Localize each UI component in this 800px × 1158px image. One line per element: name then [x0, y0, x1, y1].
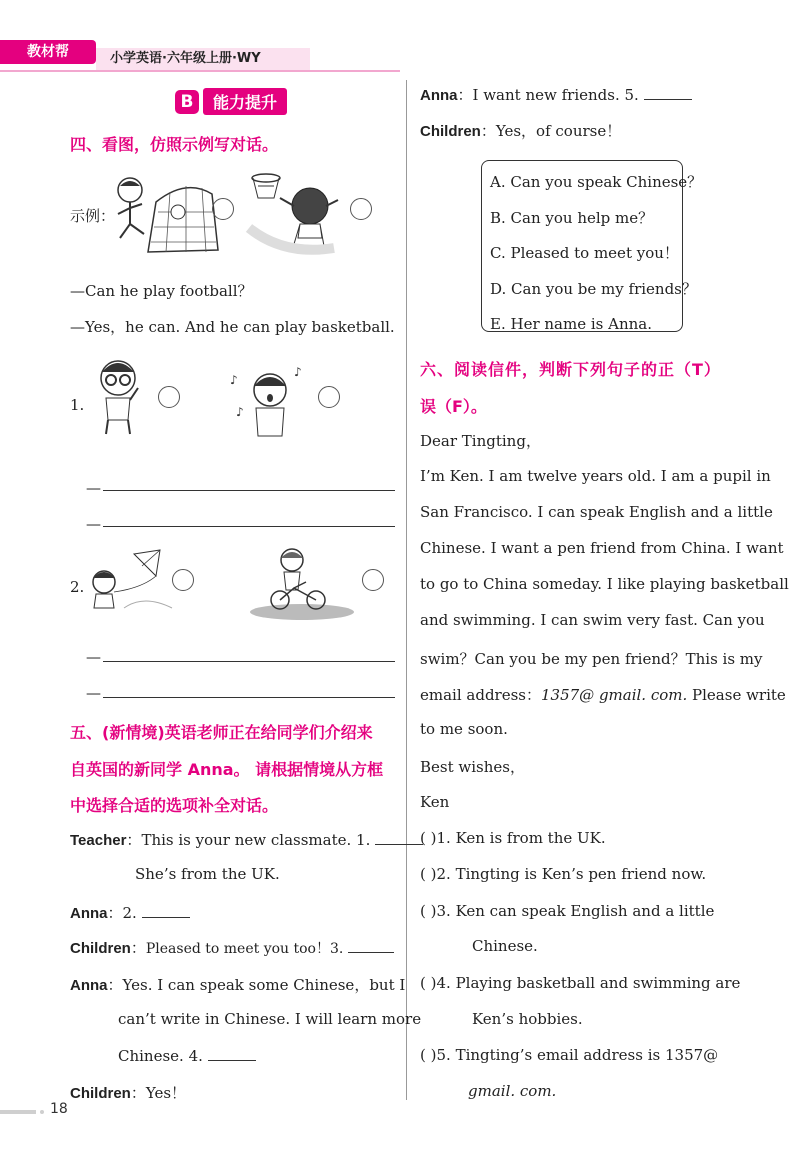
letter-line: I’m Ken. I am twelve years old. I am a pupil in [420, 467, 771, 485]
section-title: 能力提升 [203, 88, 287, 115]
section-b-banner [175, 88, 287, 115]
blank-5[interactable] [644, 85, 692, 100]
judgement-3 [420, 902, 714, 920]
q6-heading-line-2: 误（F）。 [420, 397, 487, 416]
judgement-text: 5. Tingting’s email address is 1357@ [436, 1046, 719, 1064]
letter-line: to me soon. [420, 720, 508, 738]
answer-dash: — [86, 515, 101, 533]
letter-email-line [420, 684, 786, 705]
judgement-5 [420, 1046, 718, 1064]
book-title: 小学英语·六年级上册·WY [96, 48, 310, 70]
answer-line[interactable] [103, 697, 395, 698]
answer-line[interactable] [103, 490, 395, 491]
dialogue-text: I want new friends. 5. [472, 86, 639, 104]
blank-1[interactable] [375, 830, 423, 845]
brand-tag: 教材帮 [0, 40, 96, 64]
q5-heading-line-2: 自英国的新同学 Anna。 请根据情境从方框 [70, 760, 384, 779]
answer-dash: — [86, 684, 101, 702]
email-suffix: Please write [687, 686, 786, 704]
smiley-icon [318, 386, 340, 408]
email-prefix: email address： [420, 686, 541, 704]
dialogue-text: can’t write in Chinese. I will learn more [118, 1010, 422, 1028]
blank-3[interactable] [348, 938, 394, 953]
judgement-2 [420, 865, 706, 883]
q4-heading: 四、看图，仿照示例写对话。 [70, 135, 279, 154]
options-box [481, 160, 703, 333]
letter-line: Chinese. I want a pen friend from China. I want [420, 539, 784, 557]
email-address: 1357@ gmail. com. [541, 686, 688, 704]
blank-2[interactable] [142, 903, 190, 918]
boy-cycling-illustration [244, 546, 356, 624]
footer-bar [0, 1110, 36, 1114]
example-line-2: —Yes，he can. And he can play basketball. [70, 318, 395, 336]
letter-signature: Ken [420, 793, 450, 811]
q6-heading-line-1: 六、阅读信件，判断下列句子的正（T） [420, 360, 721, 379]
dialogue-line: Anna：Yes. I can speak some Chinese，but I [70, 976, 406, 994]
judgement-text: Chinese. [472, 937, 538, 955]
example-line-1: —Can he play football？ [70, 282, 253, 300]
speaker-name: Teacher [70, 832, 127, 849]
answer-paren[interactable]: ( ) [420, 829, 437, 847]
judgement-4 [420, 974, 740, 992]
answer-paren[interactable]: ( ) [420, 902, 437, 920]
dialogue-text: 2. [122, 904, 137, 922]
judgement-text: 1. Ken is from the UK. [436, 829, 606, 847]
section-badge: B [175, 90, 199, 114]
dialogue-line: Anna：I want new friends. 5. [420, 84, 692, 105]
item-2-label: 2. [70, 578, 85, 596]
letter-line: San Francisco. I can speak English and a little [420, 503, 773, 521]
answer-line[interactable] [103, 661, 395, 662]
dialogue-text: Pleased to meet you too！3. [145, 941, 344, 957]
option-d: D. Can you be my friends？ [490, 279, 697, 298]
speaker-name: Anna [70, 905, 108, 922]
footer-dot [40, 1110, 44, 1114]
page-number: 18 [50, 1101, 68, 1117]
judgement-text: 2. Tingting is Ken’s pen friend now. [436, 865, 707, 883]
judgement-text: Ken’s hobbies. [472, 1010, 583, 1028]
option-e: E. Her name is Anna. [490, 315, 652, 333]
letter-line: to go to China someday. I like playing basketball [420, 575, 789, 593]
letter-line: and swimming. I can swim very fast. Can you [420, 611, 765, 629]
dialogue-line: Children：Yes！ [70, 1084, 187, 1102]
letter-line: Best wishes， [420, 758, 525, 776]
dialogue-line [118, 1046, 256, 1065]
svg-text:♪: ♪ [230, 373, 238, 387]
answer-dash: — [86, 648, 101, 666]
judgement-text: gmail. com. [468, 1082, 557, 1100]
speaker-name: Anna [420, 87, 458, 104]
dialogue-line: Children：Yes，of course！ [420, 122, 622, 140]
boy-singing-illustration [228, 362, 312, 442]
smiley-icon [172, 569, 194, 591]
svg-text:♪: ♪ [294, 365, 302, 379]
letter-line: Dear Tingting， [420, 432, 541, 450]
option-a: A. Can you speak Chinese？ [490, 173, 703, 191]
svg-text:♪: ♪ [236, 405, 244, 419]
item-1-label: 1. [70, 396, 85, 414]
q5-heading-line-1: 五、(新情境)英语老师正在给同学们介绍来 [70, 723, 373, 742]
boy-glasses-illustration [86, 354, 150, 440]
dialogue-line: Children：Pleased to meet you too！3. [70, 937, 394, 958]
example-label: 示例： [70, 207, 116, 225]
speaker-name: Children [420, 123, 481, 140]
dialogue-text: Chinese. 4. [118, 1047, 203, 1065]
judgement-1 [420, 829, 606, 847]
dialogue-text: Yes. I can speak some Chinese，but I [122, 976, 406, 994]
dialogue-text: This is your new classmate. 1. [141, 831, 371, 849]
answer-dash: — [86, 479, 101, 497]
answer-paren[interactable]: ( ) [420, 1046, 437, 1064]
answer-line[interactable] [103, 526, 395, 527]
column-divider [406, 80, 407, 1100]
judgement-text: 4. Playing basketball and swimming are [436, 974, 741, 992]
dialogue-text: She’s from the UK. [135, 865, 280, 883]
blank-4[interactable] [208, 1046, 256, 1061]
speaker-name: Children [70, 1085, 131, 1102]
header-divider [0, 70, 400, 72]
letter-line: swim？Can you be my pen friend？This is my [420, 650, 763, 668]
dialogue-text: Yes！ [145, 1084, 187, 1102]
smiley-icon [212, 198, 234, 220]
option-b: B. Can you help me？ [490, 208, 654, 227]
q5-heading-line-3: 中选择合适的选项补全对话。 [70, 796, 279, 815]
dialogue-line: Teacher：This is your new classmate. 1. [70, 829, 423, 850]
answer-paren[interactable]: ( ) [420, 865, 437, 883]
smiley-icon [350, 198, 372, 220]
option-c: C. Pleased to meet you！ [490, 244, 679, 262]
judgement-text: 3. Ken can speak English and a little [436, 902, 715, 920]
smiley-icon [362, 569, 384, 591]
dialogue-text: Yes，of course！ [495, 122, 622, 140]
girl-kite-illustration [84, 548, 176, 616]
answer-paren[interactable]: ( ) [420, 974, 437, 992]
speaker-name: Anna [70, 977, 108, 994]
basketball-illustration [244, 168, 354, 258]
smiley-icon [158, 386, 180, 408]
football-illustration [108, 172, 258, 256]
speaker-name: Children [70, 940, 131, 957]
dialogue-line: Anna：2. [70, 902, 190, 923]
